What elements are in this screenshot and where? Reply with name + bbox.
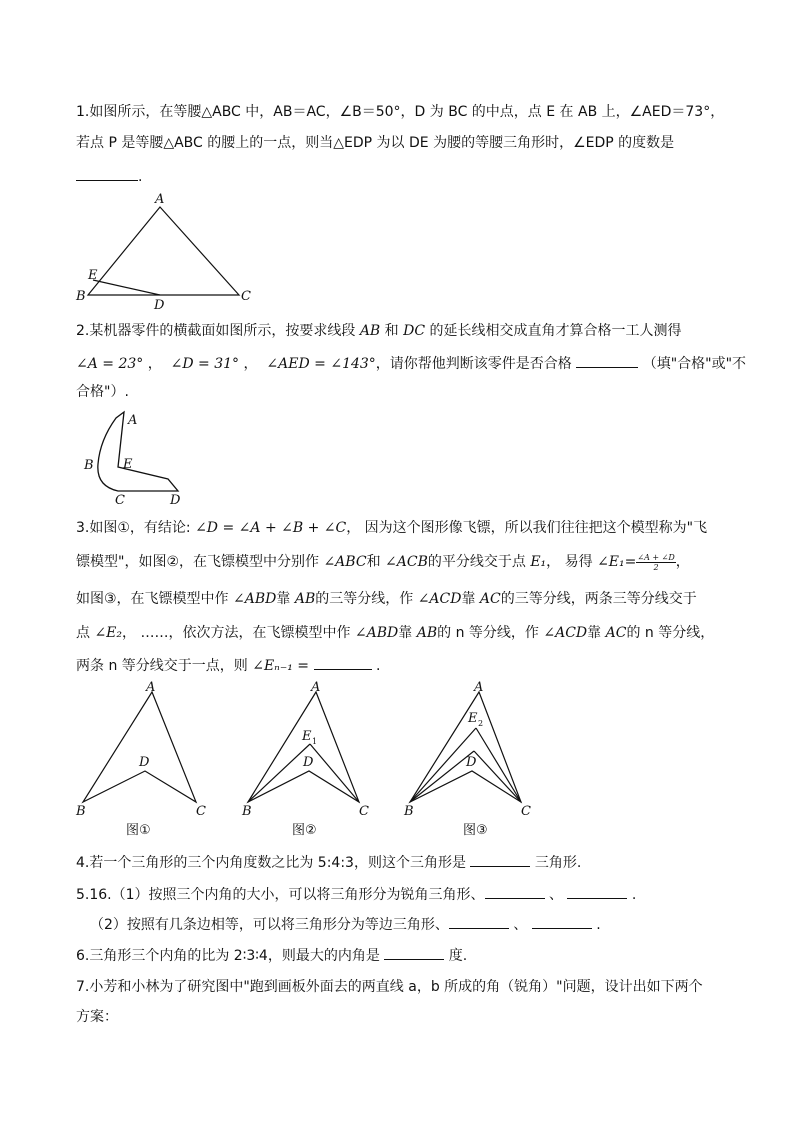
q1-line2: 若点 P 是等腰△ABC 的腰上的一点，则当△EDP 为以 DE 为腰的等腰三角形时，∠EDP 的度数是 [76, 135, 675, 151]
q2-label-e: E [123, 457, 133, 472]
q7-line2: 方案： [76, 1009, 118, 1025]
q3-line1: 3.如图①，有结论: ∠D = ∠A + ∠B + ∠C， 因为这个图形像飞镖，所以我们往往把这个模型称为"飞 [76, 520, 708, 536]
q6-line: 6.三角形三个内角的比为 2∶3∶4，则最大的内角是 度. [76, 945, 467, 966]
q1-line3: . [76, 166, 142, 187]
dart-figure-2 [241, 680, 369, 838]
dart-figure-1 [75, 680, 206, 838]
answer-blank[interactable] [567, 884, 627, 899]
q1-label-c: C [241, 289, 251, 304]
q1-line1: 1.如图所示，在等腰△ABC 中，AB＝AC，∠B＝50°，D 为 BC 的中点，点 E 在 AB 上，∠AED＝73°， [76, 104, 725, 120]
answer-blank[interactable] [384, 945, 444, 960]
q3-line3: 如图③，在飞镖模型中作 ∠ABD靠 AB的三等分线，作 ∠ACD靠 AC的三等分线，两条三等分线交于 [76, 591, 697, 607]
fig2-label-e: E [302, 729, 312, 744]
answer-blank[interactable] [532, 914, 592, 929]
fig1-label-c: C [196, 804, 206, 819]
q2-label-b: B [84, 458, 94, 473]
q5-line1: 5.16.（1）按照三个内角的大小，可以将三角形分为锐角三角形、 、 . [76, 884, 636, 905]
dart-figure-3 [403, 680, 531, 838]
q3-line5: 两条 n 等分线交于一点，则 ∠Eₙ₋₁ = . [76, 655, 380, 676]
fig3-label-d: D [466, 755, 477, 770]
fig3-label-b: B [404, 804, 414, 819]
q5-line2: （2）按照有几条边相等，可以将三角形分为等边三角形、 、 . [90, 914, 601, 935]
answer-blank[interactable] [485, 884, 545, 899]
q7-line1: 7.小芳和小林为了研究图中"跑到画板外面去的两直线 a，b 所成的角（锐角）"问题，设计出如下两个 [76, 979, 703, 995]
q2-label-d: D [170, 493, 181, 508]
fig1-label-d: D [139, 755, 150, 770]
fig3-label-c: C [521, 804, 531, 819]
fig2-caption: 图② [292, 823, 317, 838]
fig2-label-d: D [303, 755, 314, 770]
q3-line2: 镖模型"，如图②，在飞镖模型中分别作 ∠ABC和 ∠ACB的平分线交于点 E₁， 易得 ∠E₁= $\frac{\angle A + \angle D}{2}$ ， [76, 552, 690, 572]
answer-blank[interactable] [449, 914, 509, 929]
q2-line1: 2.某机器零件的横截面如图所示，按要求线段 AB 和 DC 的延长线相交成直角才算合格一工人测得 [76, 323, 682, 339]
q1-label-b: B [76, 289, 86, 304]
fig3-label-sub: 2 [478, 719, 484, 728]
fraction: $\frac{\angle A + \angle D}{2}$ [637, 552, 675, 572]
fig1-label-a: A [146, 680, 156, 695]
q2-label-c: C [115, 493, 125, 508]
fig2-label-a: A [311, 680, 321, 695]
answer-blank[interactable] [470, 852, 530, 867]
fig3-label-a: A [474, 680, 484, 695]
q2-line2: ∠A = 23° ， ∠D = 31° ， ∠AED = ∠143°，请你帮他判断该零件是否合格 （填"合格"或"不 [76, 353, 746, 374]
fig1-caption: 图① [126, 823, 151, 838]
q1-label-d: D [154, 298, 165, 313]
q1-label-e: E [88, 268, 98, 283]
q3-line4: 点 ∠E₂， ……，依次方法，在飞镖模型中作 ∠ABD靠 AB的 n 等分线，作 ∠ACD靠 AC的 n 等分线， [76, 625, 715, 641]
fig2-label-b: B [242, 804, 252, 819]
fig3-label-e: E [468, 711, 478, 726]
fig3-caption: 图③ [463, 823, 488, 838]
q2-label-a: A [128, 413, 138, 428]
q4-line: 4.若一个三角形的三个内角度数之比为 5:4:3，则这个三角形是 三角形. [76, 852, 581, 873]
fig1-label-b: B [76, 804, 86, 819]
q1-label-a: A [155, 192, 165, 207]
fig2-label-sub: 1 [312, 737, 318, 746]
q2-line3: 合格"）. [76, 384, 129, 400]
fig2-label-c: C [359, 804, 369, 819]
